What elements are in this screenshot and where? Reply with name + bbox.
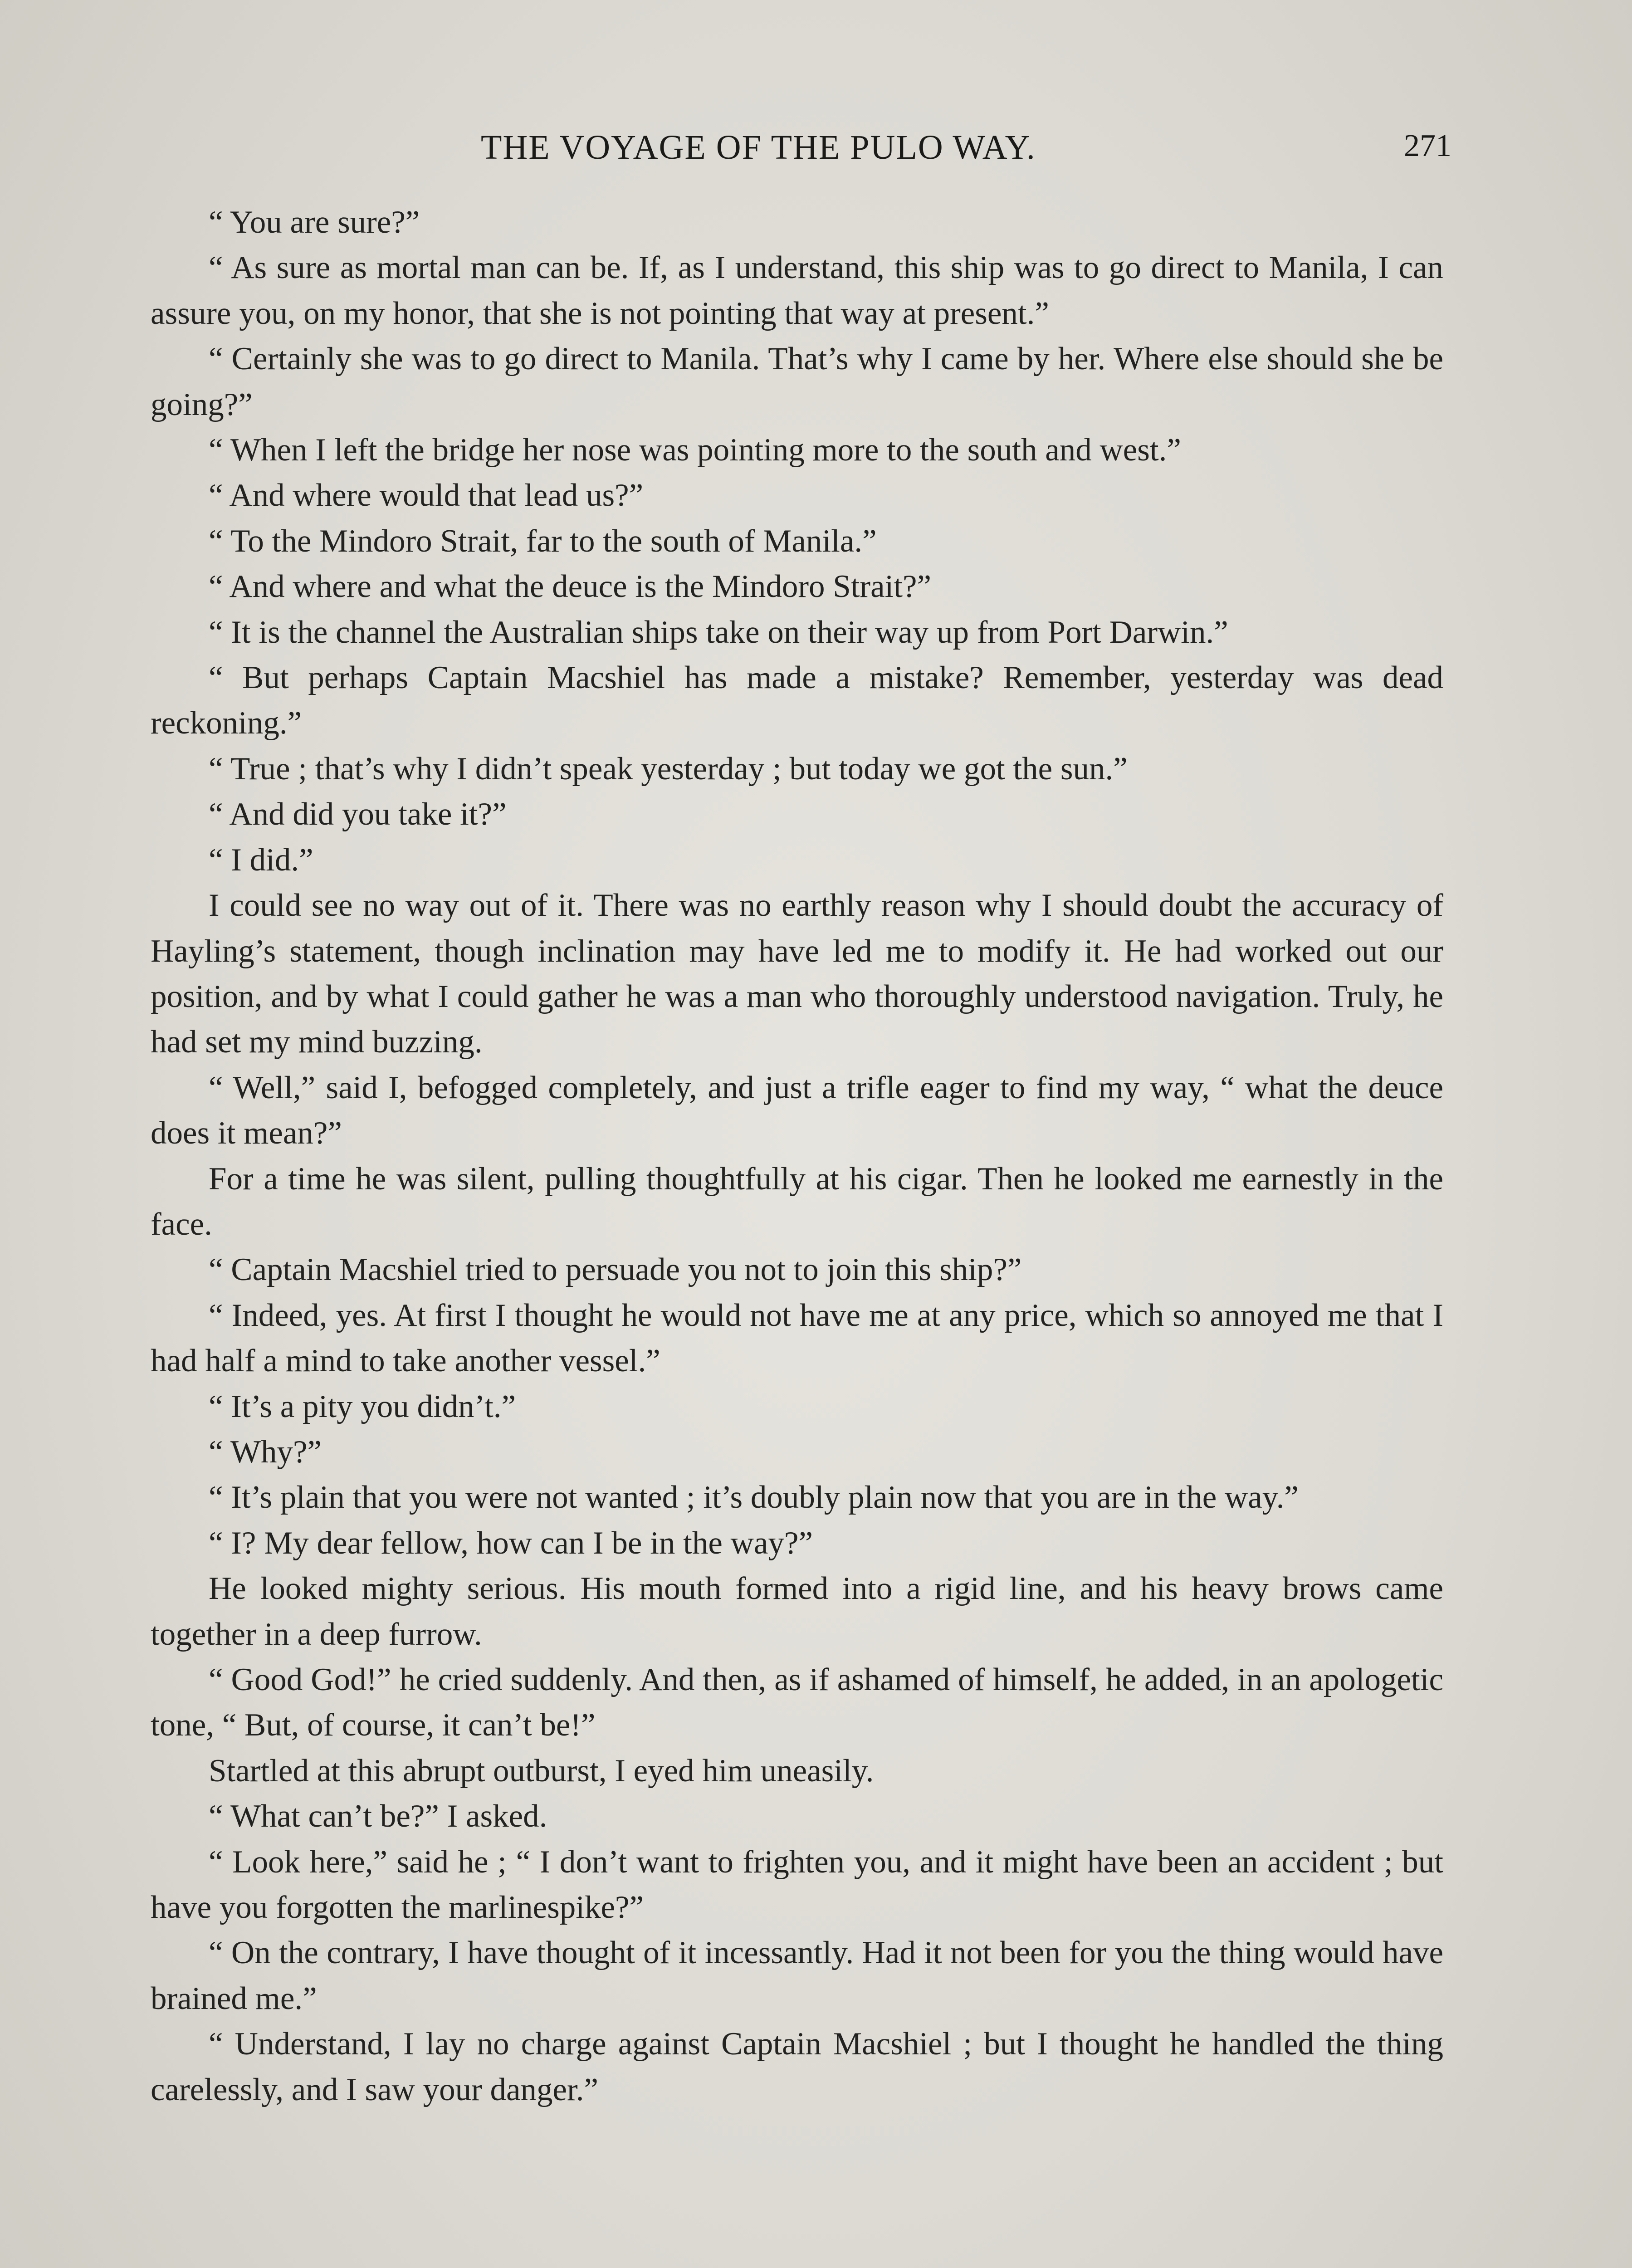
- paragraph: “ Look here,” said he ; “ I don’t want to frighten you, and it might have been an accident ; but have you forgotten the marlinespike?”: [151, 1844, 1443, 1926]
- paragraph: Startled at this abrupt outburst, I eyed him uneasily.: [209, 1753, 874, 1789]
- paragraph: “ Certainly she was to go direct to Manila. That’s why I came by her. Where else should she be going?”: [151, 341, 1443, 422]
- paragraph: “ To the Mindoro Strait, far to the south of Manila.”: [209, 523, 877, 559]
- paragraph: “ Why?”: [209, 1434, 322, 1470]
- paragraph: “ Indeed, yes. At first I thought he would not have me at any price, which so annoyed me that I had half a mind to take another vessel.”: [151, 1297, 1443, 1379]
- story-text: [151, 200, 1443, 2112]
- page-header: [154, 128, 1451, 173]
- paragraph: “ And where and what the deuce is the Mindoro Strait?”: [209, 569, 932, 605]
- paragraph: “ Good God!” he cried suddenly. And then, as if ashamed of himself, he added, in an apologetic tone, “ But, of course, it can’t be!”: [151, 1662, 1443, 1743]
- paragraph: “ When I left the bridge her nose was pointing more to the south and west.”: [209, 432, 1181, 468]
- paragraph: “ Captain Macshiel tried to persuade you not to join this ship?”: [209, 1252, 1022, 1288]
- paragraph: “ And where would that lead us?”: [209, 478, 644, 513]
- running-head: THE VOYAGE OF THE PULO WAY.: [481, 128, 1036, 166]
- paragraph: “ It’s a pity you didn’t.”: [209, 1388, 516, 1424]
- paragraph: “ What can’t be?” I asked.: [209, 1799, 547, 1834]
- paragraph: “ I? My dear fellow, how can I be in the way?”: [209, 1525, 813, 1561]
- paragraph: “ It is the channel the Australian ships take on their way up from Port Darwin.”: [209, 614, 1228, 650]
- paragraph: “ You are sure?”: [209, 205, 420, 240]
- paragraph: “ But perhaps Captain Macshiel has made a mistake? Remember, yesterday was dead reckoning.”: [151, 660, 1443, 741]
- paragraph: “ True ; that’s why I didn’t speak yesterday ; but today we got the sun.”: [209, 751, 1128, 787]
- paragraph: “ As sure as mortal man can be. If, as I understand, this ship was to go direct to Manila, I can assure you, on my honor, that she is not pointing that way at present.”: [151, 250, 1443, 331]
- paragraph: “ It’s plain that you were not wanted ; it’s doubly plain now that you are in the way.”: [209, 1480, 1299, 1515]
- paragraph: For a time he was silent, pulling thoughtfully at his cigar. Then he looked me earnestly in the face.: [151, 1161, 1443, 1242]
- paragraph: “ I did.”: [209, 842, 313, 878]
- page-number: 271: [1404, 128, 1451, 163]
- paragraph: “ Understand, I lay no charge against Captain Macshiel ; but I thought he handled the thing carelessly, and I saw your danger.”: [151, 2026, 1443, 2107]
- paragraph: “ On the contrary, I have thought of it incessantly. Had it not been for you the thing would have brained me.”: [151, 1935, 1443, 2016]
- paragraph: “ And did you take it?”: [209, 797, 507, 832]
- paragraph: “ Well,” said I, befogged completely, and just a trifle eager to find my way, “ what the deuce does it mean?”: [151, 1070, 1443, 1151]
- paragraph: He looked mighty serious. His mouth formed into a rigid line, and his heavy brows came together in a deep furrow.: [151, 1571, 1443, 1652]
- paragraph: I could see no way out of it. There was no earthly reason why I should doubt the accuracy of Hayling’s statement, though inclination may have led me to modify it. He had worked out our position, and by what I could gather he was a man who thoroughly understood navigation. Truly, he had set my mind buzzing.: [151, 888, 1443, 1060]
